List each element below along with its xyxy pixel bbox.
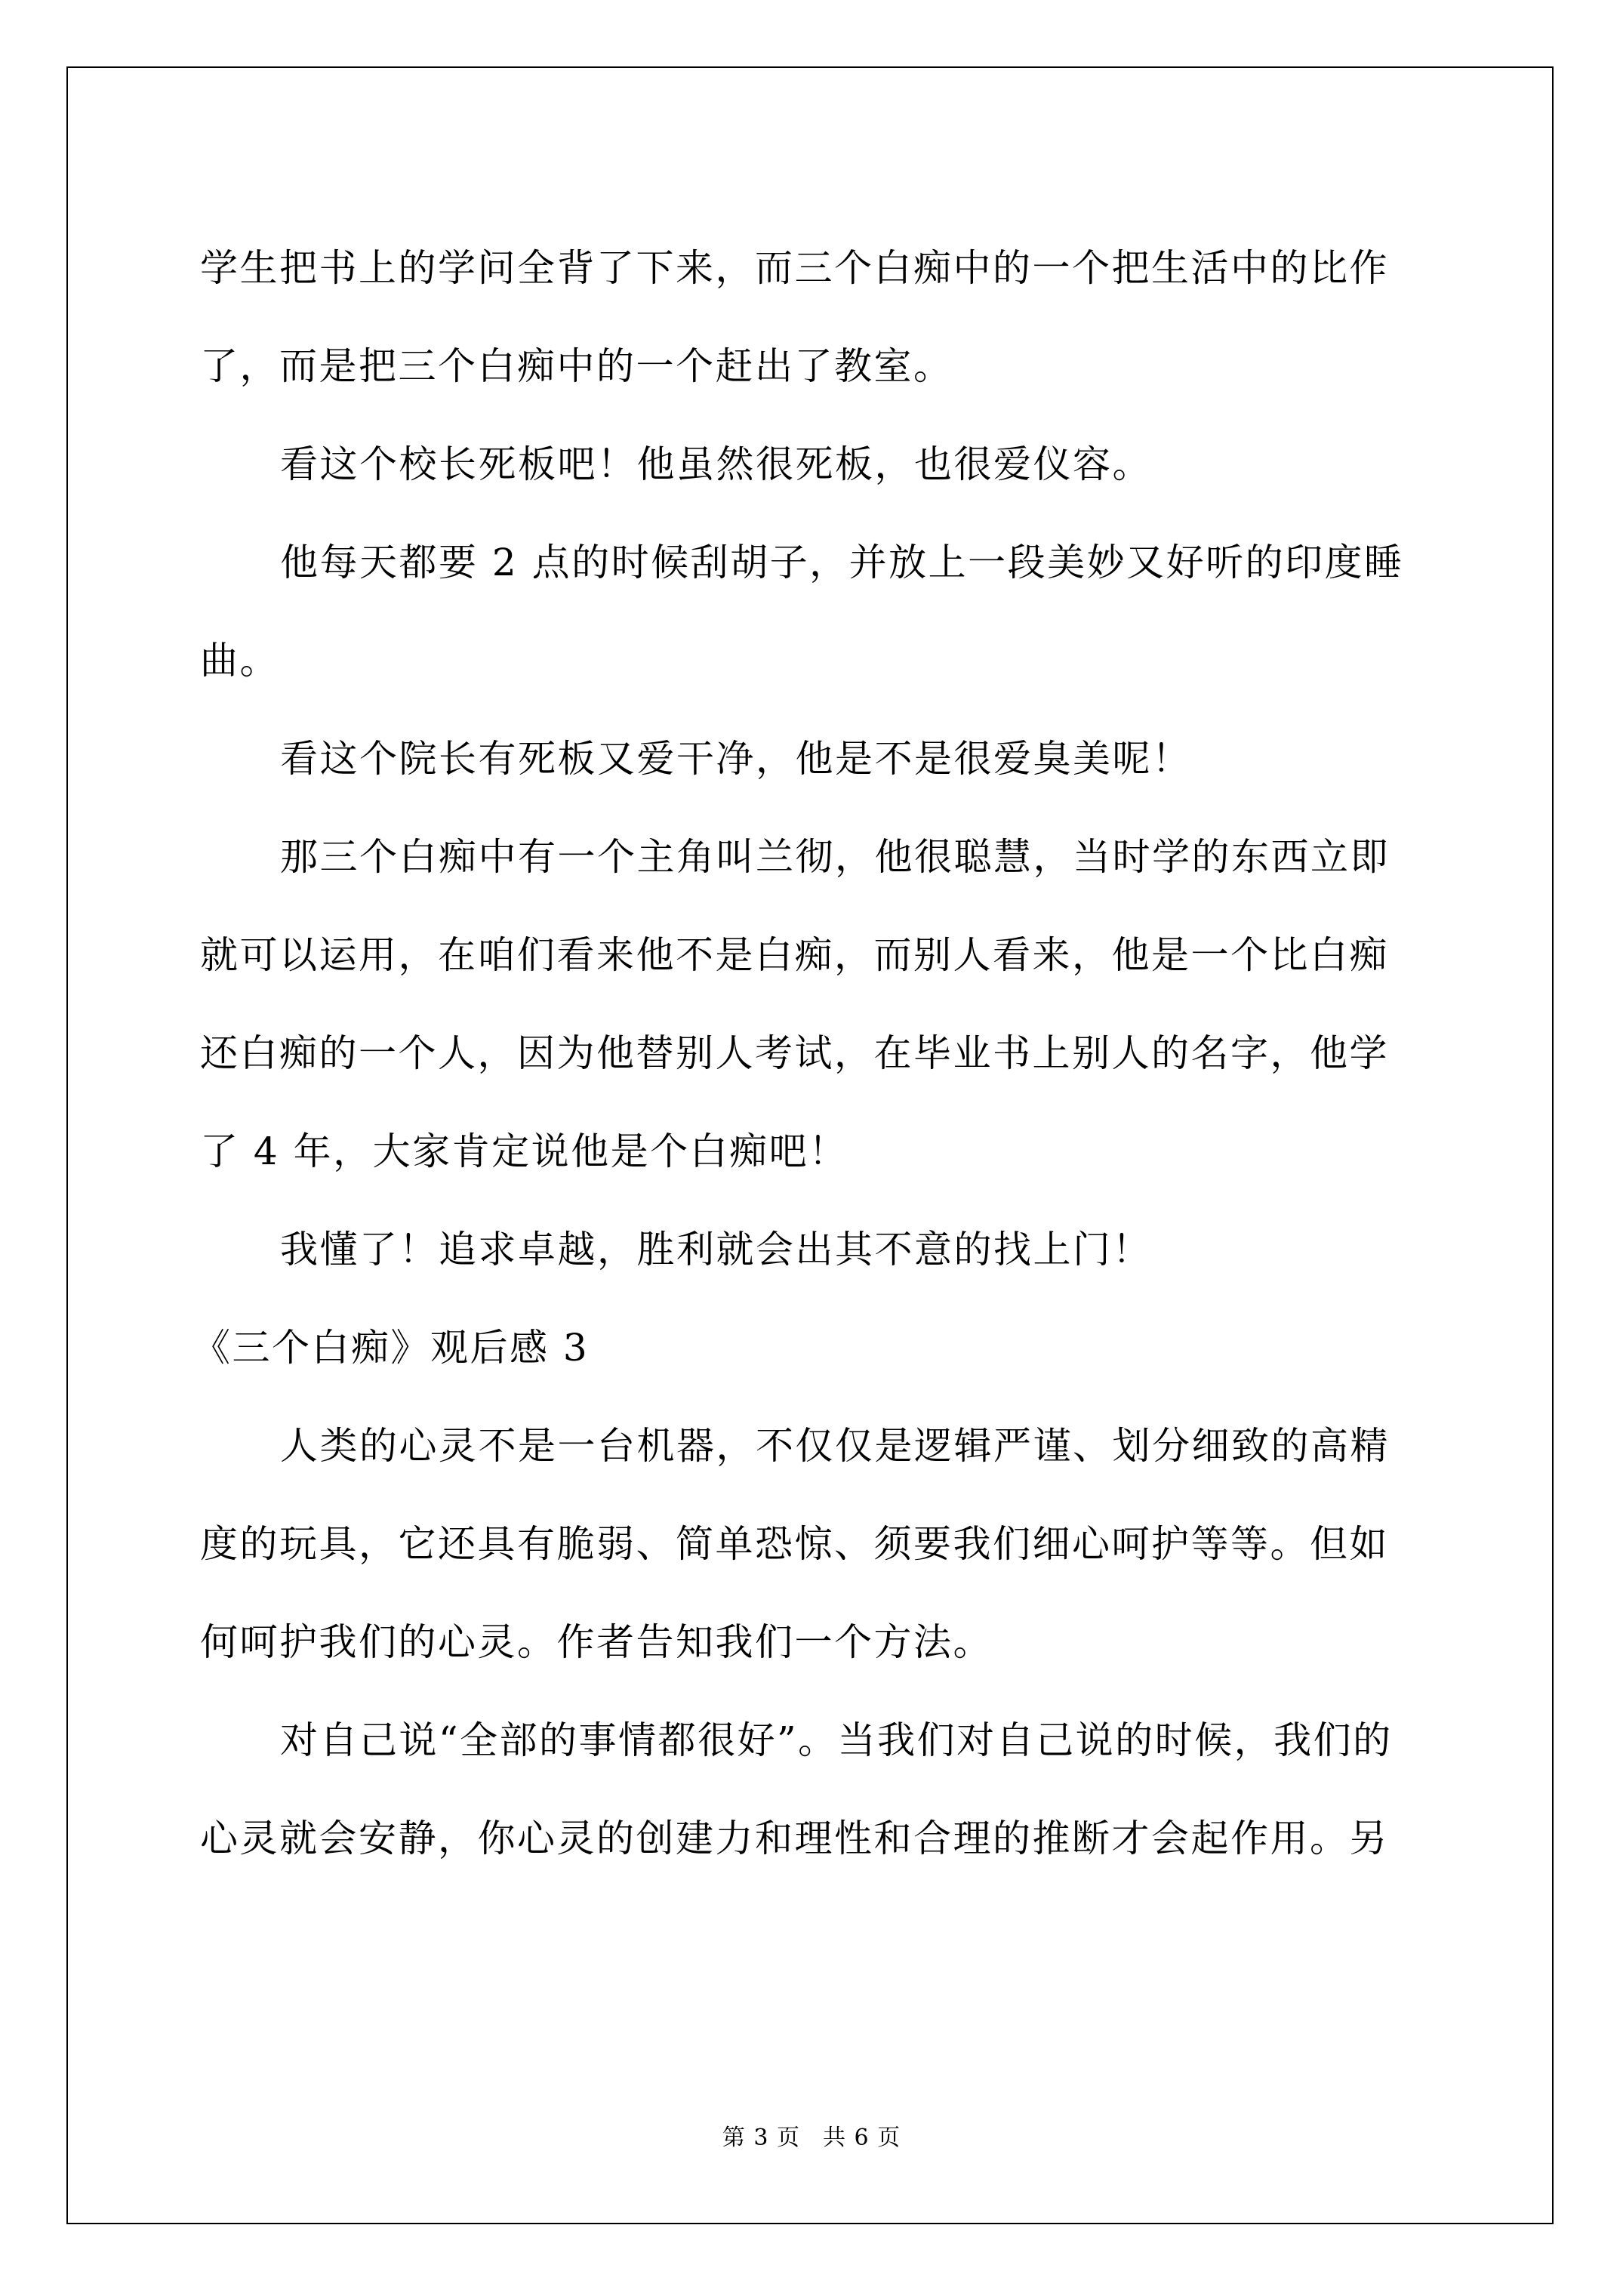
text-line: 对自己说“全部的事情都很好”。当我们对自己说的时候，我们的 — [280, 1718, 1393, 1762]
text-line: 那三个白痴中有一个主角叫兰彻，他很聪慧，当时学的东西立即 — [280, 835, 1390, 879]
text-line: 曲。 — [200, 639, 279, 683]
text-line: 何呵护我们的心灵。作者告知我们一个方法。 — [200, 1620, 993, 1664]
text-line: 他每天都要 2 点的时候刮胡子，并放上一段美妙又好听的印度睡 — [280, 541, 1404, 584]
text-line: 心灵就会安静，你心灵的创建力和理性和合理的推断才会起作用。另 — [200, 1817, 1389, 1860]
text-line: 了，而是把三个白痴中的一个赶出了教室。 — [200, 344, 953, 388]
text-line: 还白痴的一个人，因为他替别人考试，在毕业书上别人的名字，他学 — [200, 1031, 1389, 1075]
section-heading: 《三个白痴》观后感 3 — [192, 1326, 590, 1370]
document-body — [192, 219, 1431, 1888]
text-line: 学生把书上的学问全背了下来，而三个白痴中的一个把生活中的比作 — [200, 246, 1389, 290]
text-line: 度的玩具，它还具有脆弱、简单恐惊、须要我们细心呵护等等。但如 — [200, 1522, 1389, 1566]
text-line: 就可以运用，在咱们看来他不是白痴，而别人看来，他是一个比白痴 — [200, 933, 1389, 977]
text-line: 看这个院长有死板又爱干净，他是不是很爱臭美呢！ — [280, 737, 1192, 781]
text-line: 我懂了！追求卓越，胜利就会出其不意的找上门！ — [280, 1228, 1152, 1271]
page-total: 共 6 页 — [823, 2125, 901, 2151]
page-footer — [0, 2123, 1623, 2153]
text-line: 看这个校长死板吧！他虽然很死板，也很爱仪容。 — [280, 442, 1152, 486]
text-line: 了 4 年，大家肯定说他是个白痴吧！ — [200, 1130, 848, 1173]
text-line: 人类的心灵不是一台机器，不仅仅是逻辑严谨、划分细致的高精 — [280, 1424, 1390, 1468]
page-number: 第 3 页 — [722, 2125, 800, 2151]
